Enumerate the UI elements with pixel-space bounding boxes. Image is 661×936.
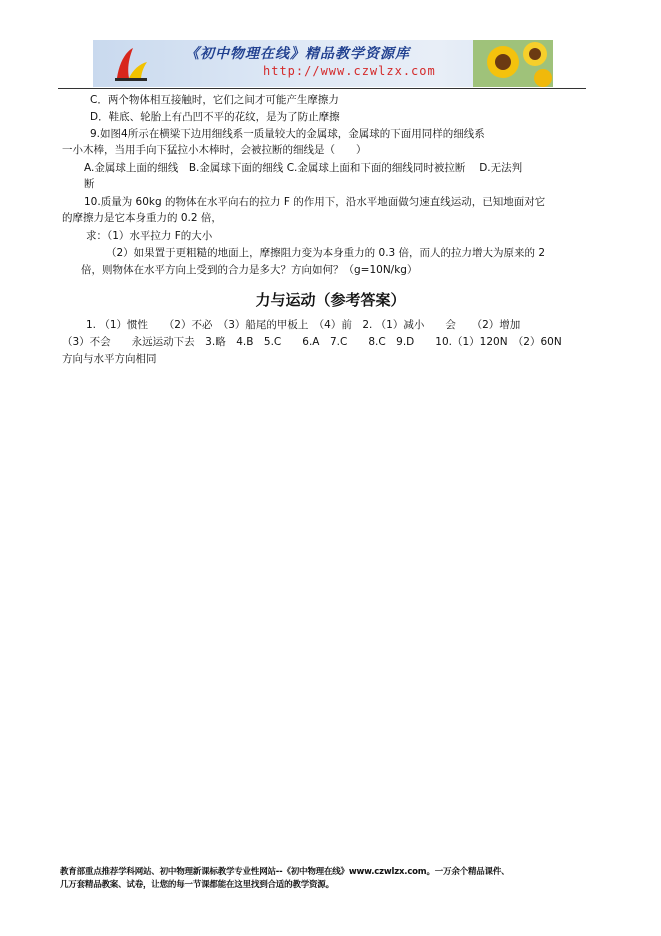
question-9-line1: 9.如图4所示在横梁下边用细线系一质量较大的金属球，金属球的下面用同样的细线系: [90, 128, 485, 140]
answer-line2: （3）不会 永远运动下去 3.略 4.B 5.C 6.A 7.C 8.C 9.D 10.（1）120N （2）60N: [62, 336, 562, 348]
footer-line1: 教育部重点推荐学科网站、初中物理新课标教学专业性网站--《初中物理在线》www.czwlzx.com。一万余个精品课件、: [60, 867, 510, 877]
banner-title: 《初中物理在线》精品教学资源库: [185, 46, 410, 62]
answer-line3: 方向与水平方向相同: [62, 353, 157, 365]
question-10-line1: 10.质量为 60kg 的物体在水平向右的拉力 F 的作用下，沿水平地面做匀速直线运动，已知地面对它: [84, 196, 546, 208]
option-d-line: D．鞋底、轮胎上有凸凹不平的花纹，是为了防止摩擦: [90, 111, 340, 123]
header-rule: [58, 88, 586, 89]
banner-url[interactable]: http://www.czwlzx.com: [263, 64, 436, 78]
question-9-line2: 一小木棒，当用手向下猛拉小木棒时，会被拉断的细线是（ ）: [62, 144, 367, 156]
option-c-line: C．两个物体相互接触时，它们之间才可能产生摩擦力: [90, 94, 339, 106]
site-banner: [93, 40, 553, 87]
question-9-options-cont: 断: [84, 178, 95, 190]
question-9-options: A.金属球上面的细线 B.金属球下面的细线 C.金属球上面和下面的细线同时被拉断 D.无法判: [84, 162, 523, 174]
question-10-part2-cont: 倍，则物体在水平方向上受到的合力是多大？方向如何？（g=10N/kg）: [81, 264, 418, 276]
footer-line2: 几万套精品教案、试卷，让您的每一节课都能在这里找到合适的教学资源。: [60, 880, 334, 890]
answer-line1: 1. （1）惯性 （2）不必 （3）船尾的甲板上 （4）前 2. （1）减小 会 （2）增加: [86, 319, 521, 331]
site-logo-icon: [111, 44, 151, 84]
question-10-part2: （2）如果置于更粗糙的地面上，摩擦阻力变为本身重力的 0.3 倍，而人的拉力增大为原来的 2: [106, 247, 546, 259]
question-10-line2: 的摩擦力是它本身重力的 0.2 倍，: [62, 212, 222, 224]
question-10-part1: 求：（1）水平拉力 F的大小: [86, 230, 213, 242]
sunflower-icon: [473, 40, 553, 87]
answer-title: 力与运动（参考答案）: [255, 291, 406, 309]
